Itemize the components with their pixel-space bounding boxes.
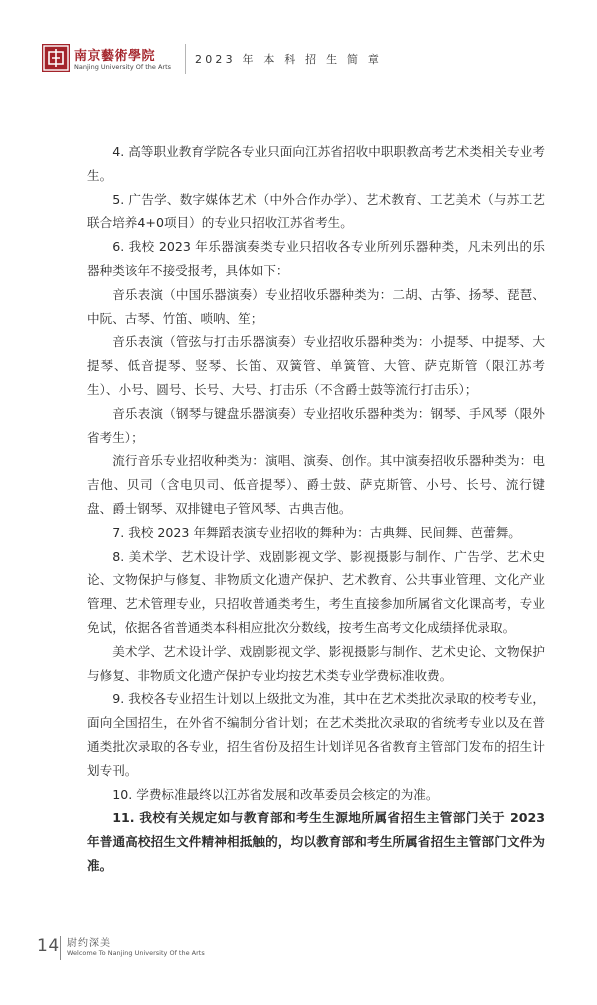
paragraph-11: 11. 我校有关规定如与教育部和考生生源地所属省招生主管部门关于 2023 年普通高校招生文件精神相抵触的，均以教育部和考生所属省招生主管部门文件为准。 — [87, 810, 545, 873]
paragraph-orchestral-instruments: 音乐表演（管弦与打击乐器演奏）专业招收乐器种类为：小提琴、中提琴、大提琴、低音提琴、竖琴、长笛、双簧管、单簧管、大管、萨克斯管（限江苏考生）、小号、圆号、长号、大号、打击乐（不含爵士鼓等流行打击乐）； — [87, 334, 545, 397]
page-footer — [0, 930, 597, 970]
page-number: 14 — [37, 936, 60, 956]
paragraph-4: 4. 高等职业教育学院各专业只面向江苏省招收中职职教高考艺术类相关专业考生。 — [87, 144, 545, 183]
header-divider — [185, 44, 186, 74]
paragraph-5: 5. 广告学、数字媒体艺术（中外合作办学）、艺术教育、工艺美术（与苏工艺联合培养4+0项目）的专业只招收江苏省考生。 — [87, 191, 545, 231]
page-header — [0, 0, 597, 80]
paragraph-pop-music: 流行音乐专业招收种类为：演唱、演奏、创作。其中演奏招收乐器种类为：电吉他、贝司（含电贝司、低音提琴）、爵士鼓、萨克斯管、小号、长号、流行键盘、爵士钢琴、双排键电子管风琴、古典吉他。 — [87, 453, 545, 516]
paragraph-9: 9. 我校各专业招生计划以上级批文为准，其中在艺术类批次录取的校考专业，面向全国招生，在外省不编制分省计划；在艺术类批次录取的省统考专业以及在普通类批次录取的各专业，招生省份及招生计划详见各省教育主管部门发布的招生计划专刊。 — [87, 691, 545, 778]
footer-divider — [60, 936, 61, 960]
main-content — [87, 140, 545, 878]
footer-slogan: 尉约深美 — [67, 938, 111, 949]
paragraph-chinese-instruments: 音乐表演（中国乐器演奏）专业招收乐器种类为：二胡、古筝、扬琴、琵琶、中阮、古琴、竹笛、唢呐、笙； — [87, 286, 545, 326]
paragraph-7: 7. 我校 2023 年舞蹈表演专业招收的舞种为：古典舞、民间舞、芭蕾舞。 — [112, 524, 521, 540]
paragraph-8-fees: 美术学、艺术设计学、戏剧影视文学、影视摄影与制作、艺术史论、文物保护与修复、非物质文化遗产保护专业均按艺术类专业学费标准收费。 — [87, 643, 545, 683]
university-name-cn: 南京藝術學院 — [74, 49, 156, 64]
paragraph-8: 8. 美术学、艺术设计学、戏剧影视文学、影视摄影与制作、广告学、艺术史论、文物保护与修复、非物质文化遗产保护、艺术教育、公共事业管理、文化产业管理、艺术管理专业，只招收普通类考生，考生直接参加所属省文化课高考，专业免试，依据各省普通类本科相应批次分数线，按考生高考文化成绩择优录取。 — [87, 548, 545, 635]
footer-english: Welcome To Nanjing University Of the Arts — [67, 949, 205, 957]
brochure-title: 2023 年 本 科 招 生 简 章 — [195, 53, 383, 66]
university-name-en: Nanjing University Of the Arts — [74, 63, 172, 71]
paragraph-keyboard-instruments: 音乐表演（钢琴与键盘乐器演奏）专业招收乐器种类为：钢琴、手风琴（限外省考生）； — [87, 405, 545, 445]
paragraph-6: 6. 我校 2023 年乐器演奏类专业只招收各专业所列乐器种类，凡未列出的乐器种类该年不接受报考，具体如下： — [87, 239, 545, 278]
paragraph-10: 10. 学费标准最终以江苏省发展和改革委员会核定的为准。 — [112, 786, 439, 802]
university-seal-icon — [42, 44, 70, 72]
